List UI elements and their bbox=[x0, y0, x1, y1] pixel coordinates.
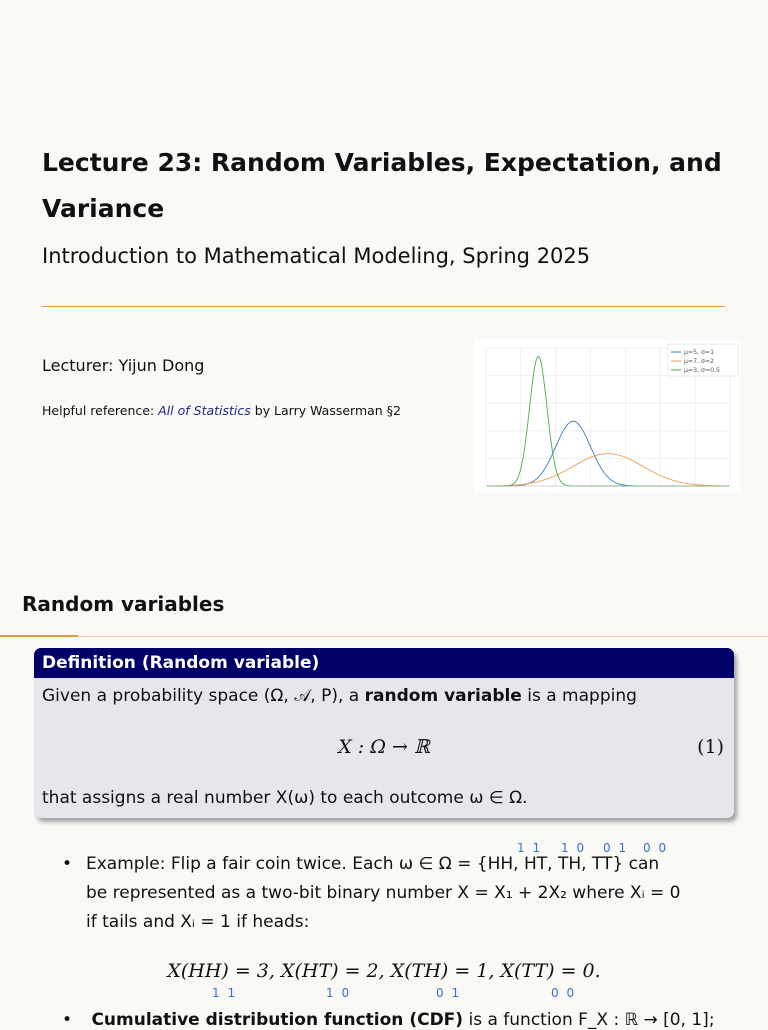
title-divider bbox=[42, 306, 725, 307]
reference-prefix: Helpful reference: bbox=[42, 403, 159, 418]
legend-label-1: μ=7, σ=2 bbox=[684, 358, 715, 366]
definition-equation: X : Ω → ℝ bbox=[338, 736, 430, 758]
reference-book-link[interactable]: All of Statistics bbox=[158, 403, 251, 418]
helpful-reference bbox=[42, 403, 401, 418]
handwritten-note-below-th: 0 1 bbox=[436, 986, 462, 1000]
handwritten-note-th: 0 1 bbox=[603, 841, 629, 855]
cdf-text: is a function F_X : ℝ → [0, 1]; bbox=[463, 1010, 715, 1030]
section-divider bbox=[0, 636, 768, 637]
definition-box bbox=[34, 648, 734, 818]
lecture-title: Lecture 23: Random Variables, Expectation, and Variance bbox=[42, 148, 722, 223]
normal-distribution-chart bbox=[474, 340, 740, 492]
lecturer-name: Lecturer: Yijun Dong bbox=[42, 356, 205, 375]
equation-number: (1) bbox=[697, 736, 724, 758]
example-equation: X(HH) = 3, X(HT) = 2, X(TH) = 1, X(TT) = 0. bbox=[167, 960, 601, 982]
handwritten-note-below-tt: 0 0 bbox=[551, 986, 577, 1000]
cdf-label bbox=[91, 1010, 714, 1030]
definition-text-a: Given a probability space (Ω, 𝒜, P), a bbox=[42, 686, 365, 706]
definition-header: Definition (Random variable) bbox=[34, 648, 734, 678]
definition-conclusion: that assigns a real number X(ω) to each outcome ω ∈ Ω. bbox=[42, 788, 528, 808]
handwritten-note-below-ht: 1 0 bbox=[326, 986, 352, 1000]
section-divider-accent bbox=[0, 635, 78, 637]
example-line-2: be represented as a two-bit binary number X = X₁ + 2X₂ where Xᵢ = 0 bbox=[86, 883, 681, 903]
handwritten-note-below-hh: 1 1 bbox=[212, 986, 238, 1000]
handwritten-note-tt: 0 0 bbox=[643, 841, 669, 855]
definition-text-b: is a mapping bbox=[521, 686, 637, 706]
bullet-marker: • bbox=[62, 854, 73, 874]
lecture-subtitle: Introduction to Mathematical Modeling, Spring 2025 bbox=[42, 244, 591, 268]
handwritten-note-hh: 1 1 bbox=[517, 841, 543, 855]
cdf-term: Cumulative distribution function (CDF) bbox=[91, 1010, 464, 1030]
reference-suffix: by Larry Wasserman §2 bbox=[250, 403, 401, 418]
legend-label-2: μ=3, σ=0.5 bbox=[684, 367, 720, 375]
handwritten-note-ht: 1 0 bbox=[561, 841, 587, 855]
definition-term: random variable bbox=[364, 686, 522, 706]
example-line-1: Example: Flip a fair coin twice. Each ω ∈ Ω = {HH, HT, TH, TT} can bbox=[86, 854, 660, 874]
legend-label-0: μ=5, σ=1 bbox=[684, 349, 715, 357]
example-text bbox=[86, 850, 736, 937]
definition-text bbox=[42, 686, 637, 706]
section-title: Random variables bbox=[22, 592, 225, 616]
example-line-3: if tails and Xᵢ = 1 if heads: bbox=[86, 912, 310, 932]
bullet-marker: • bbox=[62, 1010, 73, 1030]
cdf-bullet bbox=[62, 1010, 742, 1030]
